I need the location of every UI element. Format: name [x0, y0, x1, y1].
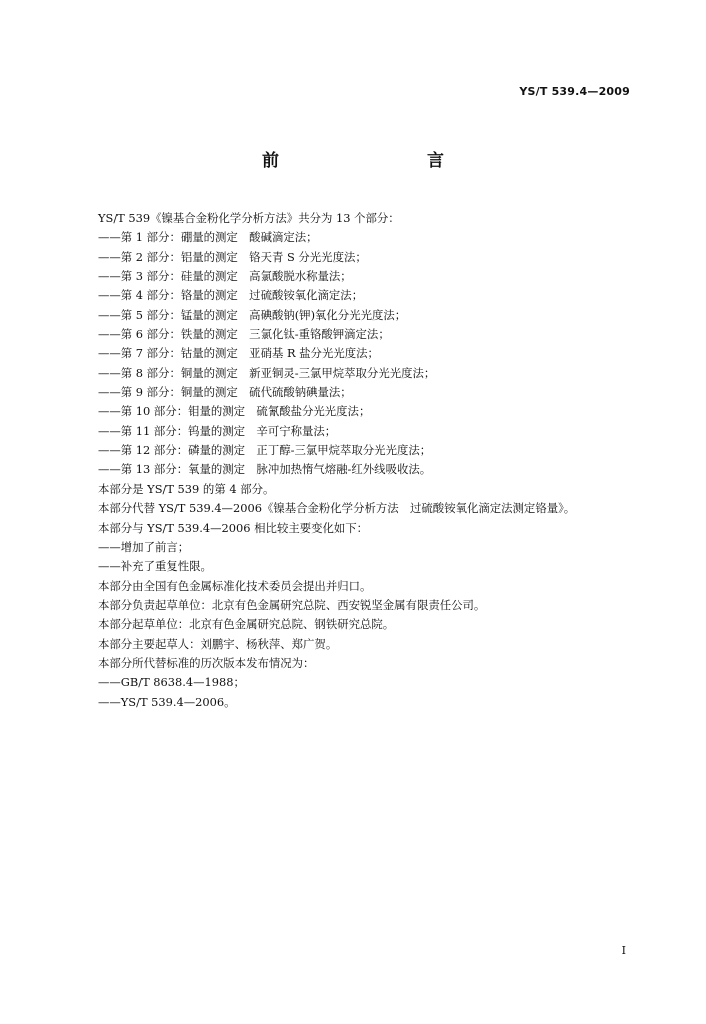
foreword-line: ——第 1 部分：硼量的测定 酸碱滴定法； [98, 230, 318, 245]
foreword-line: 本部分起草单位：北京有色金属研究总院、钢铁研究总院。 [98, 617, 395, 632]
foreword-line: ——第 6 部分：铁量的测定 三氯化钛-重铬酸钾滴定法； [98, 327, 390, 342]
page-title: 前 言 [262, 151, 482, 171]
foreword-line: ——第 9 部分：铜量的测定 硫代硫酸钠碘量法； [98, 385, 352, 400]
foreword-line: ——第 10 部分：钼量的测定 硫氰酸盐分光光度法； [98, 404, 371, 419]
page-number: I [621, 944, 626, 957]
foreword-line: 本部分是 YS/T 539 的第 4 部分。 [98, 481, 275, 496]
foreword-line: ——第 8 部分：铜量的测定 新亚铜灵-三氯甲烷萃取分光光度法； [98, 365, 436, 380]
foreword-line: ——增加了前言； [98, 539, 190, 554]
foreword-line: YS/T 539《镍基合金粉化学分析方法》共分为 13 个部分： [98, 211, 400, 225]
foreword-line: ——补充了重复性限。 [98, 559, 212, 574]
foreword-line: 本部分所代替标准的历次版本发布情况为： [98, 655, 315, 670]
foreword-line: ——第 13 部分：氧量的测定 脉冲加热惰气熔融-红外线吸收法。 [98, 462, 432, 477]
foreword-line: 本部分代替 YS/T 539.4—2006《镍基合金粉化学分析方法 过硫酸铵氧化滴定法测定铬量》。 [98, 501, 576, 516]
foreword-line: 本部分与 YS/T 539.4—2006 相比较主要变化如下： [98, 520, 369, 535]
foreword-line: ——第 4 部分：铬量的测定 过硫酸铵氧化滴定法； [98, 288, 364, 303]
foreword-line: 本部分由全国有色金属标准化技术委员会提出并归口。 [98, 578, 372, 593]
foreword-line: ——第 3 部分：硅量的测定 高氯酸脱水称量法； [98, 269, 352, 284]
foreword-line: ——YS/T 539.4—2006。 [98, 694, 236, 709]
foreword-body [98, 209, 658, 712]
foreword-line: ——第 5 部分：锰量的测定 高碘酸钠(钾)氧化分光光度法； [98, 307, 407, 322]
foreword-line: ——第 7 部分：钴量的测定 亚硝基 R 盐分光光度法； [98, 346, 379, 361]
foreword-line: ——第 11 部分：钨量的测定 辛可宁称量法； [98, 423, 337, 438]
foreword-line: 本部分负责起草单位：北京有色金属研究总院、西安锐坚金属有限责任公司。 [98, 597, 486, 612]
foreword-line: ——GB/T 8638.4—1988； [98, 675, 245, 690]
foreword-line: ——第 2 部分：铝量的测定 铬天青 S 分光光度法； [98, 249, 367, 264]
foreword-line: 本部分主要起草人：刘鹏宇、杨秋萍、郑广贺。 [98, 636, 338, 651]
standard-code: YS/T 539.4—2009 [519, 85, 630, 98]
foreword-line: ——第 12 部分：磷量的测定 正丁醇-三氯甲烷萃取分光光度法； [98, 443, 432, 458]
